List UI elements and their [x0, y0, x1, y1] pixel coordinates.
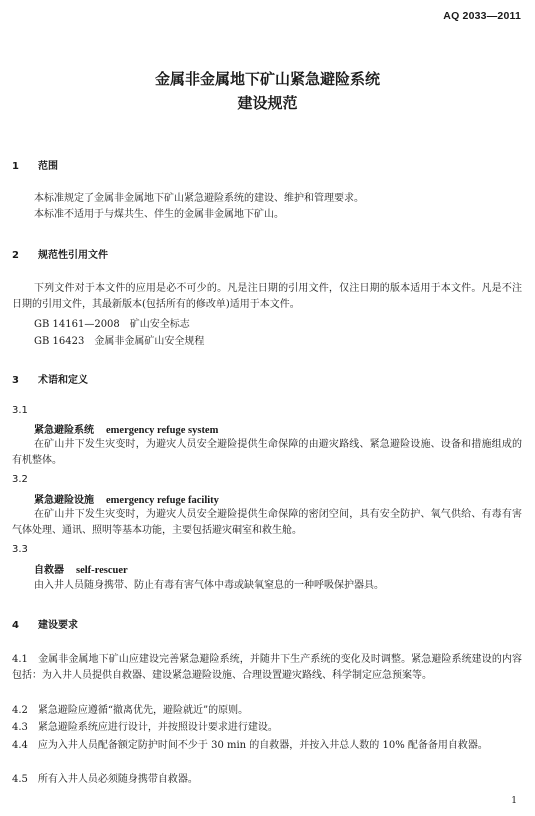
requirement-4-3 [12, 720, 522, 736]
requirement-number: 4.5 [12, 774, 28, 785]
term-definition: 在矿山井下发生灾变时，为避灾人员安全避险提供生命保障的由避灾路线、紧急避险设施、设备和措施组成的有机整体。 [12, 439, 522, 466]
section-title: 建设要求 [38, 620, 78, 631]
term-heading [34, 491, 219, 506]
scope-paragraph-1: 本标准规定了金属非金属地下矿山紧急避险系统的建设、维护和管理要求。 [34, 193, 364, 204]
requirement-text: 应为入井人员配备额定防护时间不少于 30 min 的自救器，并按入井总人数的 10% 配备备用自救器。 [37, 740, 488, 751]
requirement-number: 4.3 [12, 722, 28, 733]
term-definition: 在矿山井下发生灾变时，为避灾人员安全避险提供生命保障的密闭空间，具有安全防护、氧气供给、有毒有害气体处理、通讯、照明等基本功能，主要包括避灾硐室和救生舱。 [12, 509, 522, 536]
requirement-text: 紧急避险系统应进行设计，并按照设计要求进行建设。 [37, 722, 278, 733]
section-number: 2 [12, 250, 19, 261]
section-heading-normative [12, 246, 108, 261]
term-heading [34, 561, 128, 576]
requirement-4-1 [12, 652, 522, 683]
term-number: 3.1 [12, 405, 28, 416]
term-chinese: 自救器 [34, 565, 64, 576]
section-number: 4 [12, 620, 19, 631]
document-title: 金属非金属地下矿山紧急避险系统 [154, 70, 380, 88]
term-chinese: 紧急避险设施 [34, 495, 94, 506]
reference-gb14161: GB 14161—2008 矿山安全标志 [34, 319, 190, 330]
term-number: 3.3 [12, 544, 28, 555]
scope-paragraph-2: 本标准不适用于与煤共生、伴生的金属非金属地下矿山。 [34, 209, 284, 220]
document-subtitle: 建设规范 [237, 94, 298, 112]
section-title: 范围 [38, 161, 58, 172]
requirement-number: 4.4 [12, 740, 28, 751]
standard-code: AQ 2033—2011 [443, 10, 521, 22]
requirement-text: 金属非金属地下矿山应建设完善紧急避险系统，并随井下生产系统的变化及时调整。紧急避险系统建设的内容包括：为入井人员提供自救器、建设紧急避险设施、合理设置避灾路线、科学制定应急预案等。 [12, 654, 523, 681]
section-heading-terms [12, 371, 88, 386]
reference-gb16423: GB 16423 金属非金属矿山安全规程 [34, 336, 205, 347]
normative-paragraph: 下列文件对于本文件的应用是必不可少的。凡是注日期的引用文件，仅注日期的版本适用于本文件。凡是不注日期的引用文件，其最新版本(包括所有的修改单)适用于本文件。 [12, 283, 522, 310]
section-heading-requirements [12, 616, 78, 631]
term-english: emergency refuge system [106, 425, 219, 436]
section-number: 1 [12, 161, 19, 172]
section-heading-scope [12, 157, 58, 172]
requirement-number: 4.1 [12, 654, 28, 665]
section-title: 规范性引用文件 [38, 250, 108, 261]
requirement-number: 4.2 [12, 705, 28, 716]
section-number: 3 [12, 375, 19, 386]
term-chinese: 紧急避险系统 [34, 425, 94, 436]
requirement-4-5 [12, 772, 522, 788]
section-title: 术语和定义 [38, 375, 88, 386]
term-heading [34, 421, 218, 436]
page-number: 1 [511, 796, 517, 806]
requirement-text: 紧急避险应遵循“撤离优先，避险就近”的原则。 [37, 705, 249, 716]
term-number: 3.2 [12, 474, 28, 485]
requirement-4-4 [12, 738, 522, 754]
requirement-text: 所有入井人员必须随身携带自救器。 [37, 774, 198, 785]
term-english: emergency refuge facility [106, 495, 219, 506]
term-english: self-rescuer [76, 565, 128, 576]
term-definition: 由入井人员随身携带、防止有毒有害气体中毒或缺氧窒息的一种呼吸保护器具。 [34, 580, 384, 591]
requirement-4-2 [12, 703, 522, 719]
